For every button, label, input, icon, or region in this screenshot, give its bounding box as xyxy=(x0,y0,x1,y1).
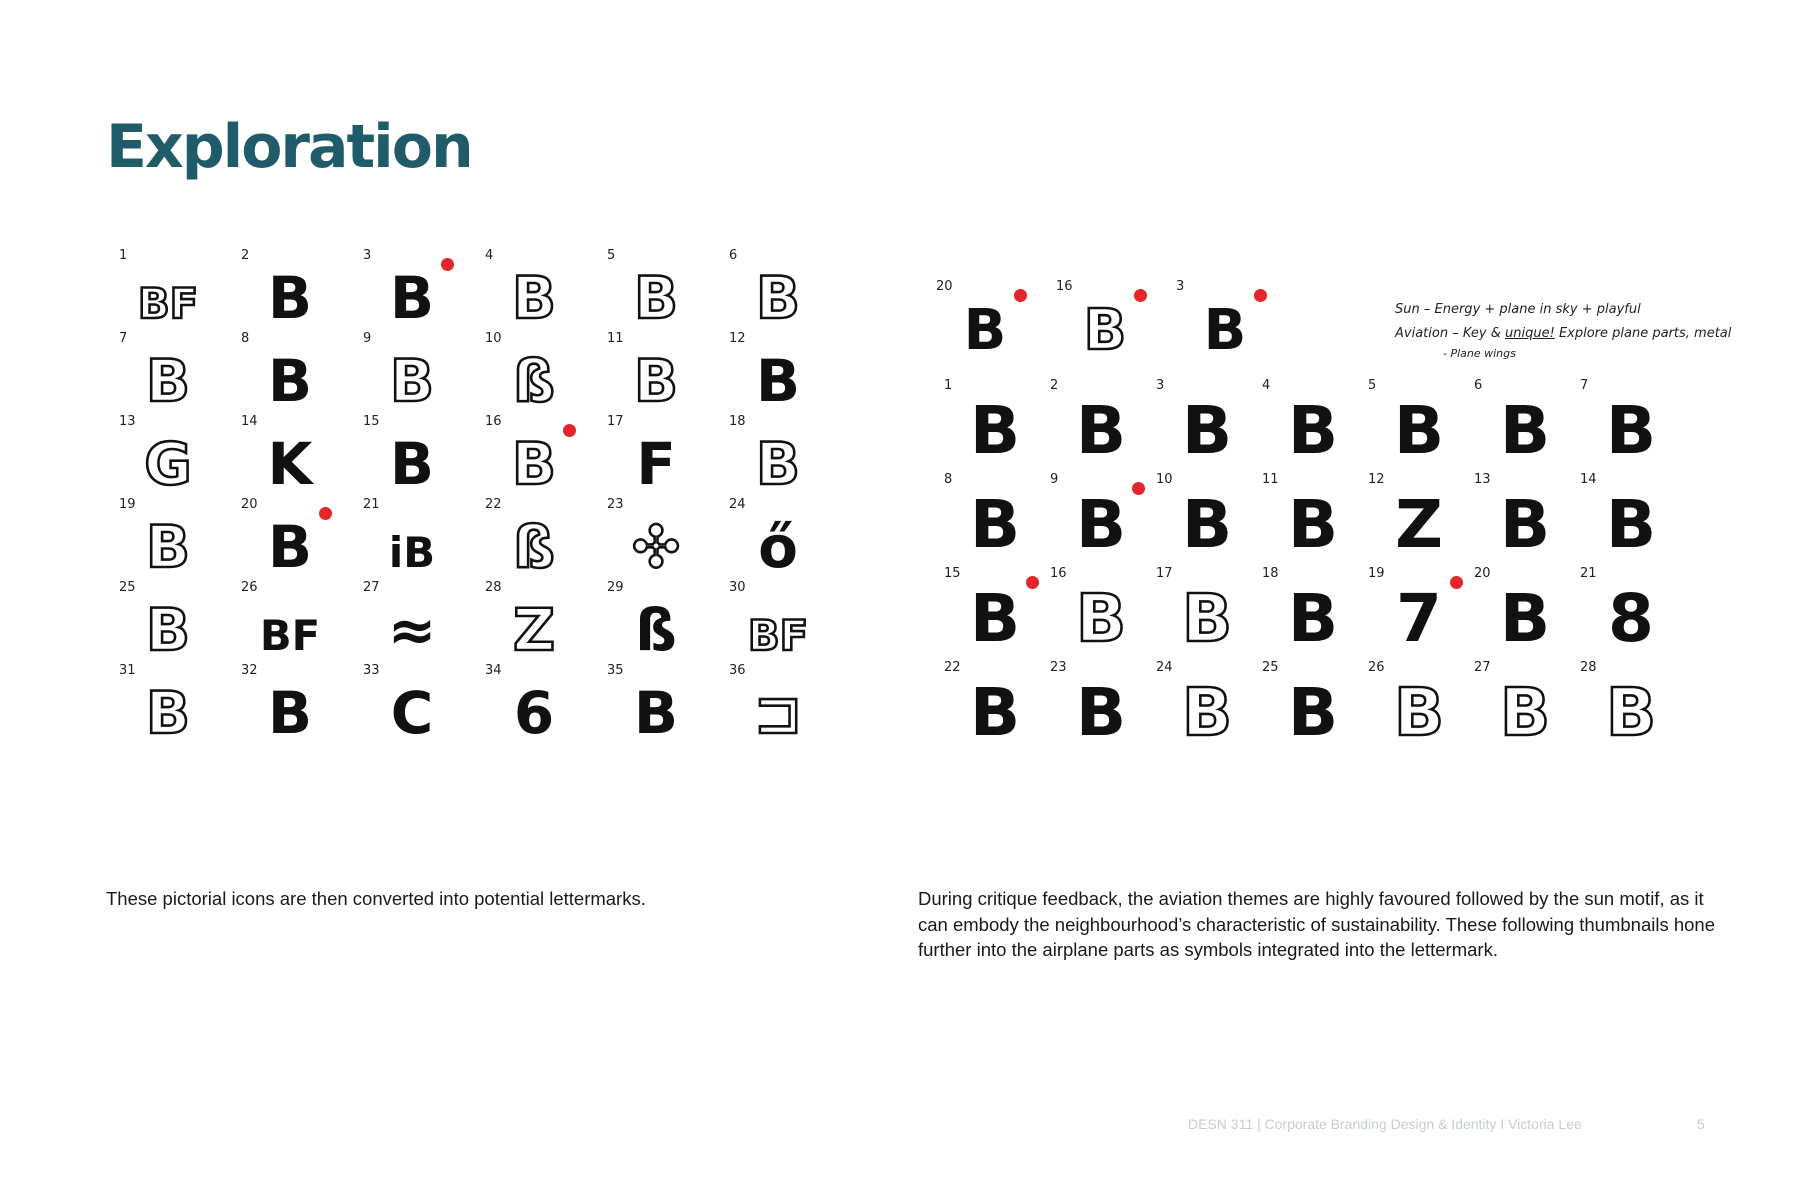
outline-b-sketch-icon xyxy=(1066,295,1144,364)
svg-text:B: B xyxy=(267,679,313,748)
ghost-b-sketch-icon xyxy=(617,679,695,748)
thumbnail-number: 20 xyxy=(1474,566,1491,581)
thumbnail-number: 22 xyxy=(485,497,502,512)
fruit-b-sketch-icon xyxy=(739,513,817,582)
tail-b-sketch-icon xyxy=(1272,486,1354,564)
globe-b-sketch-icon xyxy=(617,264,695,333)
selection-dot-icon xyxy=(1132,482,1145,495)
thumbnail-32 xyxy=(241,663,325,748)
cross-b-sketch-icon xyxy=(1590,580,1672,658)
thumbnail-number: 13 xyxy=(1474,472,1491,487)
thumbnail-number: 19 xyxy=(1368,566,1385,581)
dots-b-sketch-icon xyxy=(1590,674,1672,752)
svg-text:B: B xyxy=(1605,392,1657,470)
svg-text:B: B xyxy=(145,347,191,416)
svg-text:BF: BF xyxy=(137,279,199,329)
speed-b-sketch-icon xyxy=(1166,486,1248,564)
thumbnail-number: 35 xyxy=(607,663,624,678)
thumbnail-8 xyxy=(241,331,325,416)
thumbnail-35 xyxy=(607,663,691,748)
thumbnail-25 xyxy=(1262,660,1350,752)
svg-text:B: B xyxy=(963,298,1007,364)
thumbnail-16 xyxy=(1050,566,1138,658)
thumbnail-23 xyxy=(607,497,691,582)
thumbnail-number: 23 xyxy=(1050,660,1067,675)
thumbnail-number: 8 xyxy=(944,472,953,487)
svg-text:B: B xyxy=(1287,674,1339,752)
thumbnail-number: 1 xyxy=(119,248,128,263)
thumbnail-number: 18 xyxy=(1262,566,1279,581)
thumbnail-6 xyxy=(729,248,813,333)
chevron-b-sketch-icon xyxy=(1378,674,1460,752)
svg-text:7: 7 xyxy=(1396,580,1442,658)
thumbnail-number: 3 xyxy=(363,248,372,263)
thumbnail-number: 25 xyxy=(119,580,136,595)
thumbnail-number: 4 xyxy=(485,248,494,263)
bee-b-sketch-icon xyxy=(129,679,207,748)
thumbnail-1 xyxy=(944,378,1032,470)
svg-text:B: B xyxy=(1075,486,1127,564)
mushroom-b-sketch-icon xyxy=(373,430,451,499)
bowtie-b-sketch-icon xyxy=(251,430,329,499)
thumbnail-number: 33 xyxy=(363,663,380,678)
tailfin-b-sketch-icon xyxy=(1378,580,1460,658)
selection-dot-icon xyxy=(563,424,576,437)
thumbnail-number: 26 xyxy=(241,580,258,595)
handwritten-notes xyxy=(1395,298,1731,362)
svg-text:B: B xyxy=(1393,392,1445,470)
page-title: Exploration xyxy=(106,112,472,182)
svg-text:B: B xyxy=(1075,392,1127,470)
ribbon-b-sketch-icon xyxy=(495,596,573,665)
svg-text:BF: BF xyxy=(259,611,321,661)
thumbnail-27 xyxy=(363,580,447,665)
thumbnail-10 xyxy=(1156,472,1244,564)
thumbnail-number: 6 xyxy=(1474,378,1483,393)
thumbnail-number: 22 xyxy=(944,660,961,675)
thumbnail-number: 15 xyxy=(944,566,961,581)
thumbnail-number: 12 xyxy=(1368,472,1385,487)
wing-stripe-b-sketch-icon xyxy=(1060,486,1142,564)
wheel-b-sketch-icon xyxy=(1484,486,1566,564)
svg-text:B: B xyxy=(1605,674,1657,752)
thumbnail-number: 3 xyxy=(1156,378,1165,393)
thumbnail-36 xyxy=(729,663,813,748)
svg-text:B: B xyxy=(1181,674,1233,752)
thumbnail-number: 12 xyxy=(729,331,746,346)
selection-dot-icon xyxy=(1254,289,1267,302)
thumbnail-3 xyxy=(1156,378,1244,470)
clover-b-sketch-icon xyxy=(1060,674,1142,752)
thumbnail-number: 5 xyxy=(1368,378,1377,393)
truss-b-sketch-icon xyxy=(1166,580,1248,658)
smiley-b-sketch-icon xyxy=(251,264,329,333)
thumbnail-number: 5 xyxy=(607,248,616,263)
thumbnail-17 xyxy=(607,414,691,499)
sun-b-sketch-icon xyxy=(946,295,1024,364)
thumbnail-number: 7 xyxy=(119,331,128,346)
svg-text:B: B xyxy=(633,347,679,416)
stair-b-sketch-icon xyxy=(739,430,817,499)
line-b-sketch-icon xyxy=(1060,580,1142,658)
svg-text:B: B xyxy=(511,264,557,333)
thumbnail-22 xyxy=(944,660,1032,752)
thumbnail-15 xyxy=(363,414,447,499)
thumbnail-number: 21 xyxy=(363,497,380,512)
svg-text:B: B xyxy=(969,674,1021,752)
svg-text:G: G xyxy=(144,430,192,499)
pinwheel-b-sketch-icon xyxy=(617,513,695,582)
thumbnail-25 xyxy=(119,580,203,665)
hand-b-sketch-icon xyxy=(739,264,817,333)
thumbnail-number: 15 xyxy=(363,414,380,429)
selection-dot-icon xyxy=(1014,289,1027,302)
thumbnail-number: 11 xyxy=(1262,472,1279,487)
butterfly-b-sketch-icon xyxy=(373,347,451,416)
propeller-b-sketch-icon xyxy=(1060,392,1142,470)
svg-text:✣: ✣ xyxy=(631,513,681,582)
thumbnail-number: 1 xyxy=(944,378,953,393)
thumbnail-number: 2 xyxy=(1050,378,1059,393)
thumbnail-4 xyxy=(1262,378,1350,470)
maze-b-sketch-icon xyxy=(129,430,207,499)
svg-text:B: B xyxy=(1181,486,1233,564)
thumbnail-number: 4 xyxy=(1262,378,1271,393)
selection-dot-icon xyxy=(1026,576,1039,589)
leaf-b-sketch-icon xyxy=(495,347,573,416)
geometric-b-sketch-icon xyxy=(129,513,207,582)
selection-dot-icon xyxy=(319,507,332,520)
rotor-b-sketch-icon xyxy=(1484,580,1566,658)
svg-text:B: B xyxy=(389,264,435,333)
wing-b-sketch-icon xyxy=(617,347,695,416)
svg-text:B: B xyxy=(755,430,801,499)
thumbnail-7 xyxy=(119,331,203,416)
prop-b-sketch-icon xyxy=(1166,392,1248,470)
thumbnail-1 xyxy=(119,248,203,329)
thumbnail-6 xyxy=(1474,378,1562,470)
thumbnail-number: 19 xyxy=(119,497,136,512)
open-b-sketch-icon xyxy=(1166,674,1248,752)
thumbnail-20 xyxy=(936,279,1020,364)
thumbnail-number: 14 xyxy=(1580,472,1597,487)
thumbnail-number: 17 xyxy=(1156,566,1173,581)
box-bf-sketch-icon xyxy=(739,596,817,662)
thumbnail-number: 16 xyxy=(485,414,502,429)
thumbnail-15 xyxy=(944,566,1032,658)
feather-b-sketch-icon xyxy=(495,513,573,582)
wing-b-sketch-icon xyxy=(1484,392,1566,470)
sun-b-sketch-icon xyxy=(251,513,329,582)
svg-text:B: B xyxy=(511,430,557,499)
thumbnail-number: 10 xyxy=(485,331,502,346)
thumbnail-number: 21 xyxy=(1580,566,1597,581)
thumbnail-number: 34 xyxy=(485,663,502,678)
svg-text:B: B xyxy=(1499,674,1551,752)
svg-text:8: 8 xyxy=(1608,580,1654,658)
wave-b-sketch-icon xyxy=(373,596,451,665)
svg-text:B: B xyxy=(1287,580,1339,658)
thumbnail-12 xyxy=(729,331,813,416)
thumbnail-number: 27 xyxy=(363,580,380,595)
svg-text:K: K xyxy=(267,430,313,499)
thumbnail-5 xyxy=(607,248,691,333)
fold-b-sketch-icon xyxy=(1378,486,1460,564)
svg-text:B: B xyxy=(1181,580,1233,658)
bird-head-sketch-icon xyxy=(739,347,817,416)
thumbnail-10 xyxy=(485,331,569,416)
thumbnail-33 xyxy=(363,663,447,748)
thumbnail-34 xyxy=(485,663,569,748)
thumbnail-31 xyxy=(119,663,203,748)
thumbnail-17 xyxy=(1156,566,1244,658)
thumbnail-2 xyxy=(241,248,325,333)
thumbnail-13 xyxy=(119,414,203,499)
drop-b-sketch-icon xyxy=(495,679,573,748)
thumbnail-20 xyxy=(241,497,325,582)
svg-text:C: C xyxy=(390,679,434,748)
svg-text:6: 6 xyxy=(513,679,555,748)
thumbnail-14 xyxy=(241,414,325,499)
thumbnail-number: 17 xyxy=(607,414,624,429)
script-b-sketch-icon xyxy=(495,264,573,333)
svg-text:ß: ß xyxy=(635,596,677,665)
svg-text:B: B xyxy=(1287,392,1339,470)
bold-b-sketch-icon xyxy=(251,679,329,748)
thumbnail-number: 11 xyxy=(607,331,624,346)
outline-b-sketch-icon xyxy=(495,430,573,499)
thumbnail-number: 29 xyxy=(607,580,624,595)
right-caption: During critique feedback, the aviation themes are highly favoured followed by the sun motif, as it can embody the neighbourhood’s characteristic of sustainability. These following thumbnails hone further into the airplane parts as symbols integrated into the lettermark. xyxy=(918,888,1716,960)
thumbnail-19 xyxy=(1368,566,1456,658)
svg-text:B: B xyxy=(1075,674,1127,752)
svg-text:B: B xyxy=(1083,298,1127,364)
engine-b-sketch-icon xyxy=(954,580,1036,658)
thumbnail-number: 24 xyxy=(1156,660,1173,675)
selection-dot-icon xyxy=(1450,576,1463,589)
svg-text:B: B xyxy=(145,596,191,665)
fan-blade-b-sketch-icon xyxy=(1272,674,1354,752)
svg-text:B: B xyxy=(1605,486,1657,564)
thumbnail-number: 23 xyxy=(607,497,624,512)
svg-text:B: B xyxy=(1499,486,1551,564)
svg-text:B: B xyxy=(389,430,435,499)
svg-text:B: B xyxy=(267,513,313,582)
thumbnail-18 xyxy=(1262,566,1350,658)
thumbnail-26 xyxy=(241,580,325,661)
svg-text:F: F xyxy=(636,430,676,499)
thumbnail-9 xyxy=(1050,472,1138,564)
thumbnail-8 xyxy=(944,472,1032,564)
thumbnail-2 xyxy=(1050,378,1138,470)
thumbnail-number: 30 xyxy=(729,580,746,595)
seed-b-sketch-icon xyxy=(617,596,695,665)
thumbnail-11 xyxy=(1262,472,1350,564)
thumbnail-30 xyxy=(729,580,813,661)
thumbnail-number: 6 xyxy=(729,248,738,263)
slash-b-sketch-icon xyxy=(954,392,1036,470)
b-lettermark-sketch-icon xyxy=(1186,295,1264,364)
svg-text:B: B xyxy=(145,513,191,582)
selection-dot-icon xyxy=(1134,289,1147,302)
thumbnail-number: 18 xyxy=(729,414,746,429)
thumbnail-number: 16 xyxy=(1050,566,1067,581)
svg-text:≈: ≈ xyxy=(387,596,437,665)
svg-text:B: B xyxy=(1287,486,1339,564)
svg-text:B: B xyxy=(1181,392,1233,470)
thumbnail-number: 24 xyxy=(729,497,746,512)
svg-text:⊐: ⊐ xyxy=(753,679,803,748)
svg-text:B: B xyxy=(389,347,435,416)
thumbnail-number: 36 xyxy=(729,663,746,678)
thumbnail-18 xyxy=(729,414,813,499)
thumbnail-9 xyxy=(363,331,447,416)
b-lettermark-sketch-icon xyxy=(373,264,451,333)
svg-text:ő: ő xyxy=(758,513,798,582)
thumbnail-number: 25 xyxy=(1262,660,1279,675)
footer-course-credit: DESN 311 | Corporate Branding Design & Identity I Victoria Lee xyxy=(1188,1116,1582,1132)
plane-b-sketch-icon xyxy=(1378,392,1460,470)
page-number: 5 xyxy=(1697,1116,1705,1132)
jet-b-sketch-icon xyxy=(1272,392,1354,470)
thumbnail-23 xyxy=(1050,660,1138,752)
flag-b-sketch-icon xyxy=(617,430,695,499)
thumbnail-number: 9 xyxy=(1050,472,1059,487)
thumbnail-21 xyxy=(363,497,447,578)
window-b-sketch-icon xyxy=(1590,392,1672,470)
thumbnail-4 xyxy=(485,248,569,333)
svg-text:iB: iB xyxy=(388,528,436,578)
svg-text:ß: ß xyxy=(513,347,555,416)
thumbnail-28 xyxy=(485,580,569,665)
svg-text:B: B xyxy=(969,486,1021,564)
svg-text:B: B xyxy=(755,347,801,416)
svg-text:B: B xyxy=(969,392,1021,470)
angular-b-sketch-icon xyxy=(129,347,207,416)
svg-text:B: B xyxy=(1393,674,1445,752)
curve-b-sketch-icon xyxy=(1272,580,1354,658)
svg-text:B: B xyxy=(1075,580,1127,658)
svg-text:B: B xyxy=(1499,580,1551,658)
thumbnail-number: 3 xyxy=(1176,279,1185,294)
svg-text:B: B xyxy=(755,264,801,333)
thumbnail-number: 31 xyxy=(119,663,136,678)
note-plane-wings: - Plane wings xyxy=(1443,347,1516,360)
thumbnail-number: 26 xyxy=(1368,660,1385,675)
thumbnail-number: 13 xyxy=(119,414,136,429)
svg-text:B: B xyxy=(633,264,679,333)
thumbnail-3 xyxy=(1176,279,1260,364)
porthole-b-sketch-icon xyxy=(1590,486,1672,564)
thumbnail-29 xyxy=(607,580,691,665)
thumbnail-12 xyxy=(1368,472,1456,564)
thumbnail-number: 9 xyxy=(363,331,372,346)
thumbnail-13 xyxy=(1474,472,1562,564)
thumbnail-number: 27 xyxy=(1474,660,1491,675)
thumbnail-19 xyxy=(119,497,203,582)
fan-b-sketch-icon xyxy=(954,486,1036,564)
svg-text:Z: Z xyxy=(1395,486,1443,564)
thumbnail-number: 20 xyxy=(936,279,953,294)
svg-text:BF: BF xyxy=(747,611,809,661)
cursive-b-sketch-icon xyxy=(129,596,207,665)
thumbnail-number: 20 xyxy=(241,497,258,512)
note-aviation: Aviation – Key & unique! Explore plane parts, metal xyxy=(1395,326,1732,341)
thumbnail-number: 10 xyxy=(1156,472,1173,487)
thumbnail-7 xyxy=(1580,378,1668,470)
thumbnail-21 xyxy=(1580,566,1668,658)
thumbnail-26 xyxy=(1368,660,1456,752)
svg-text:B: B xyxy=(267,347,313,416)
thumbnail-number: 28 xyxy=(485,580,502,595)
selection-dot-icon xyxy=(441,258,454,271)
svg-text:B: B xyxy=(633,679,679,748)
svg-text:B: B xyxy=(969,580,1021,658)
thumbnail-24 xyxy=(729,497,813,582)
svg-text:B: B xyxy=(1499,392,1551,470)
thumbnail-3 xyxy=(363,248,447,333)
sun-bf-sketch-icon xyxy=(129,264,207,330)
music-b-sketch-icon xyxy=(251,596,329,662)
thumbnail-number: 16 xyxy=(1056,279,1073,294)
thumbnail-5 xyxy=(1368,378,1456,470)
block-b-sketch-icon xyxy=(739,679,817,748)
note-sun: Sun – Energy + plane in sky + playful xyxy=(1395,302,1641,317)
thumbnail-number: 8 xyxy=(241,331,250,346)
thumbnail-number: 2 xyxy=(241,248,250,263)
left-caption: These pictorial icons are then converted into potential lettermarks. xyxy=(106,888,646,909)
thumbnail-28 xyxy=(1580,660,1668,752)
svg-text:B: B xyxy=(145,679,191,748)
thumbnail-14 xyxy=(1580,472,1668,564)
thumbnail-number: 14 xyxy=(241,414,258,429)
thumbnail-number: 7 xyxy=(1580,378,1589,393)
diagonal-b-sketch-icon xyxy=(1484,674,1566,752)
thumbnail-22 xyxy=(485,497,569,582)
stripe-b-sketch-icon xyxy=(954,674,1036,752)
thumbnail-16 xyxy=(485,414,569,499)
thumbnail-11 xyxy=(607,331,691,416)
thumbnail-16 xyxy=(1056,279,1140,364)
swirl-b-sketch-icon xyxy=(373,679,451,748)
thumbnail-number: 28 xyxy=(1580,660,1597,675)
thumbnail-20 xyxy=(1474,566,1562,658)
sprout-b-sketch-icon xyxy=(373,513,451,579)
thumbnail-27 xyxy=(1474,660,1562,752)
bird-b-sketch-icon xyxy=(251,347,329,416)
thumbnail-24 xyxy=(1156,660,1244,752)
svg-text:B: B xyxy=(1203,298,1247,364)
svg-text:B: B xyxy=(267,264,313,333)
svg-text:Z: Z xyxy=(512,596,556,665)
thumbnail-number: 32 xyxy=(241,663,258,678)
svg-text:ß: ß xyxy=(513,513,555,582)
